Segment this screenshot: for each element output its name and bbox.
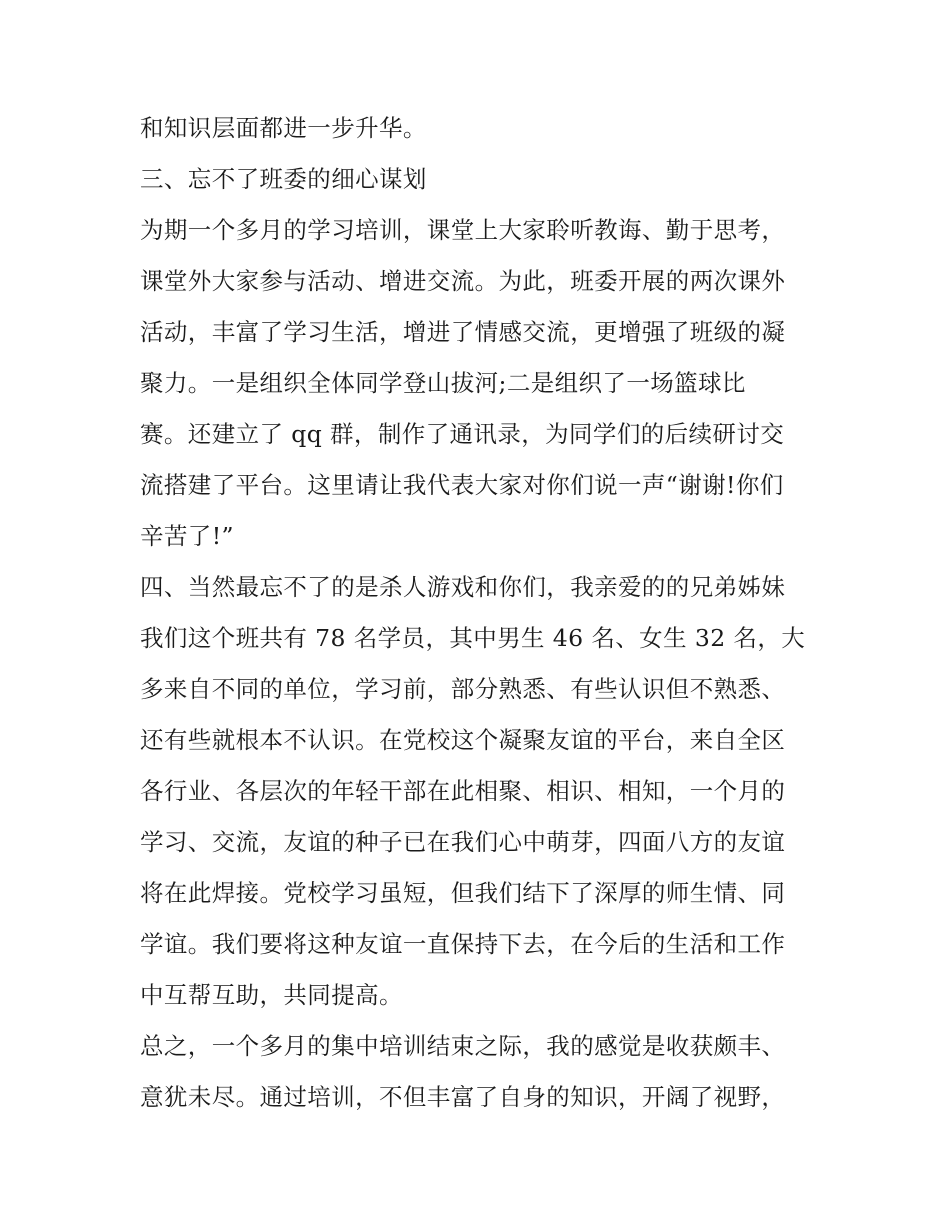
text-line: 中互帮互助，共同提高。 <box>140 981 403 1009</box>
text-line: 聚力。一是组织全体同学登山拔河;二是组织了一场篮球比 <box>140 369 746 397</box>
text-line: 各行业、各层次的年轻干部在此相聚、相识、相知，一个月的 <box>140 777 786 805</box>
text-line: 和知识层面都进一步升华。 <box>140 114 427 142</box>
text-line: 多来自不同的单位，学习前，部分熟悉、有些认识但不熟悉、 <box>140 675 786 703</box>
text-line: 赛。还建立了 qq 群，制作了通讯录，为同学们的后续研讨交 <box>140 420 785 448</box>
text-line: 总之，一个多月的集中培训结束之际，我的感觉是收获颇丰、 <box>140 1032 786 1060</box>
section-heading-3: 三、忘不了班委的细心谋划 <box>140 165 427 193</box>
text-line: 为期一个多月的学习培训，课堂上大家聆听教诲、勤于思考， <box>140 216 786 244</box>
text-line: 流搭建了平台。这里请让我代表大家对你们说一声“谢谢!你们 <box>140 471 784 499</box>
text-line: 意犹未尽。通过培训，不但丰富了自身的知识，开阔了视野， <box>140 1083 786 1111</box>
text-line: 学谊。我们要将这种友谊一直保持下去，在今后的生活和工作 <box>140 930 786 958</box>
text-line: 学习、交流，友谊的种子已在我们心中萌芽，四面八方的友谊 <box>140 828 786 856</box>
text-line: 辛苦了!” <box>140 522 234 550</box>
text-line: 我们这个班共有 78 名学员，其中男生 46 名、女生 32 名，大 <box>140 624 806 652</box>
text-line: 还有些就根本不认识。在党校这个凝聚友谊的平台，来自全区 <box>140 726 786 754</box>
text-line: 活动，丰富了学习生活，增进了情感交流，更增强了班级的凝 <box>140 318 786 346</box>
text-line: 课堂外大家参与活动、增进交流。为此，班委开展的两次课外 <box>140 267 786 295</box>
text-line: 将在此焊接。党校学习虽短，但我们结下了深厚的师生情、同 <box>140 879 786 907</box>
section-heading-4: 四、当然最忘不了的是杀人游戏和你们，我亲爱的的兄弟姊妹 <box>140 573 786 601</box>
